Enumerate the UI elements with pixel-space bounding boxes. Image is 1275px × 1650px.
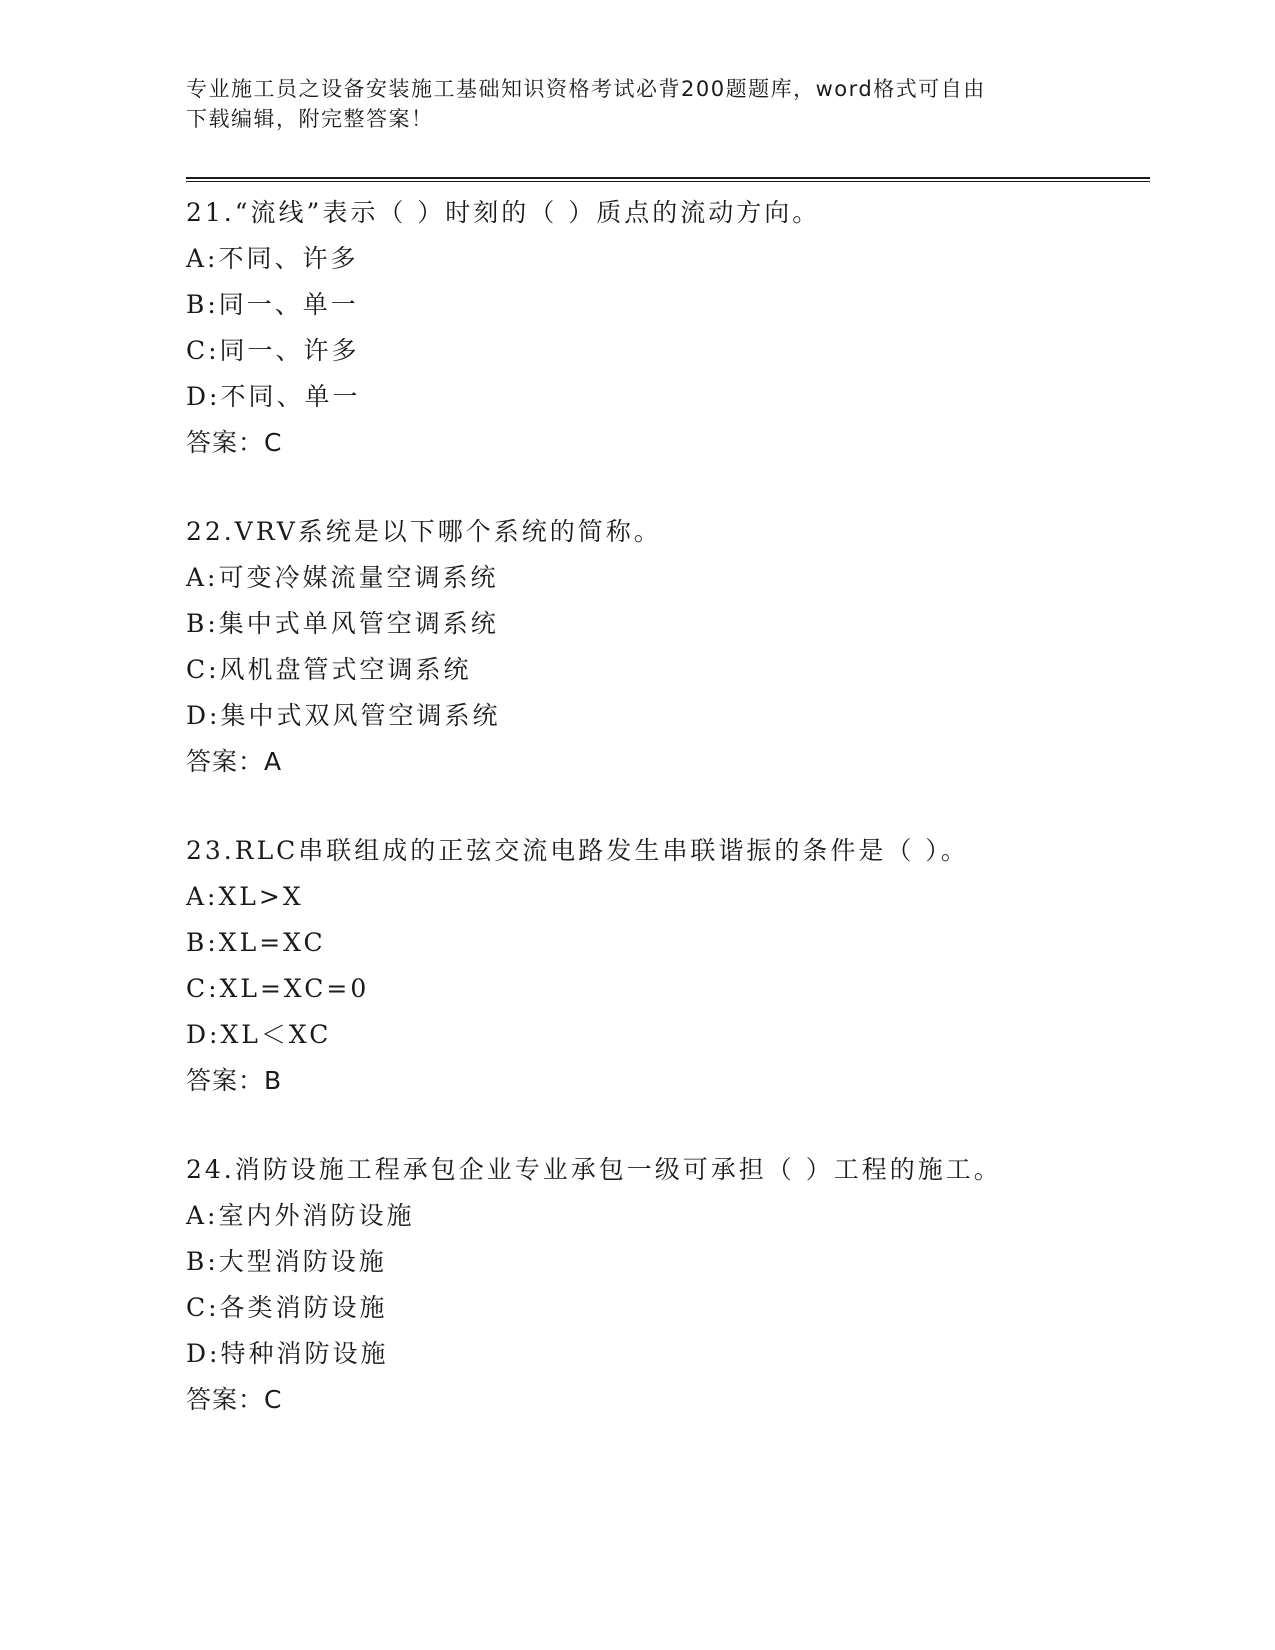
question-22 — [186, 509, 1146, 785]
option-a: A:XL>X — [186, 882, 304, 911]
question-stem: 22.VRV系统是以下哪个系统的简称。 — [186, 517, 662, 546]
question-stem: 21.“流线”表示（ ）时刻的（ ）质点的流动方向。 — [186, 198, 821, 227]
header-divider — [186, 177, 1150, 182]
header-line-1: 专业施工员之设备安装施工基础知识资格考试必背200题题库，word格式可自由 — [186, 77, 986, 101]
question-stem: 23.RLC串联组成的正弦交流电路发生串联谐振的条件是（ ）。 — [186, 836, 969, 865]
option-c: C:各类消防设施 — [186, 1293, 388, 1322]
option-c: C:同一、许多 — [186, 336, 360, 365]
question-24 — [186, 1147, 1146, 1423]
answer-line: 答案：A — [186, 747, 283, 776]
option-c: C:风机盘管式空调系统 — [186, 655, 472, 684]
option-b: B:大型消防设施 — [186, 1247, 387, 1276]
option-d: D:特种消防设施 — [186, 1339, 389, 1368]
answer-line: 答案：C — [186, 1385, 283, 1414]
option-c: C:XL=XC=0 — [186, 974, 370, 1003]
question-21 — [186, 190, 1146, 466]
header-line-2: 下载编辑，附完整答案！ — [186, 107, 434, 131]
option-a: A:可变冷媒流量空调系统 — [186, 563, 499, 592]
option-d: D:不同、单一 — [186, 382, 361, 411]
option-b: B:XL=XC — [186, 928, 326, 957]
question-23 — [186, 828, 1146, 1104]
option-a: A:不同、许多 — [186, 244, 359, 273]
document-header — [186, 74, 1086, 134]
question-stem: 24.消防设施工程承包企业专业承包一级可承担（ ）工程的施工。 — [186, 1155, 1002, 1184]
option-d: D:集中式双风管空调系统 — [186, 701, 501, 730]
option-b: B:集中式单风管空调系统 — [186, 609, 499, 638]
option-a: A:室内外消防设施 — [186, 1201, 415, 1230]
option-b: B:同一、单一 — [186, 290, 359, 319]
answer-line: 答案：B — [186, 1066, 283, 1095]
option-d: D:XL＜XC — [186, 1020, 332, 1049]
answer-line: 答案：C — [186, 428, 283, 457]
